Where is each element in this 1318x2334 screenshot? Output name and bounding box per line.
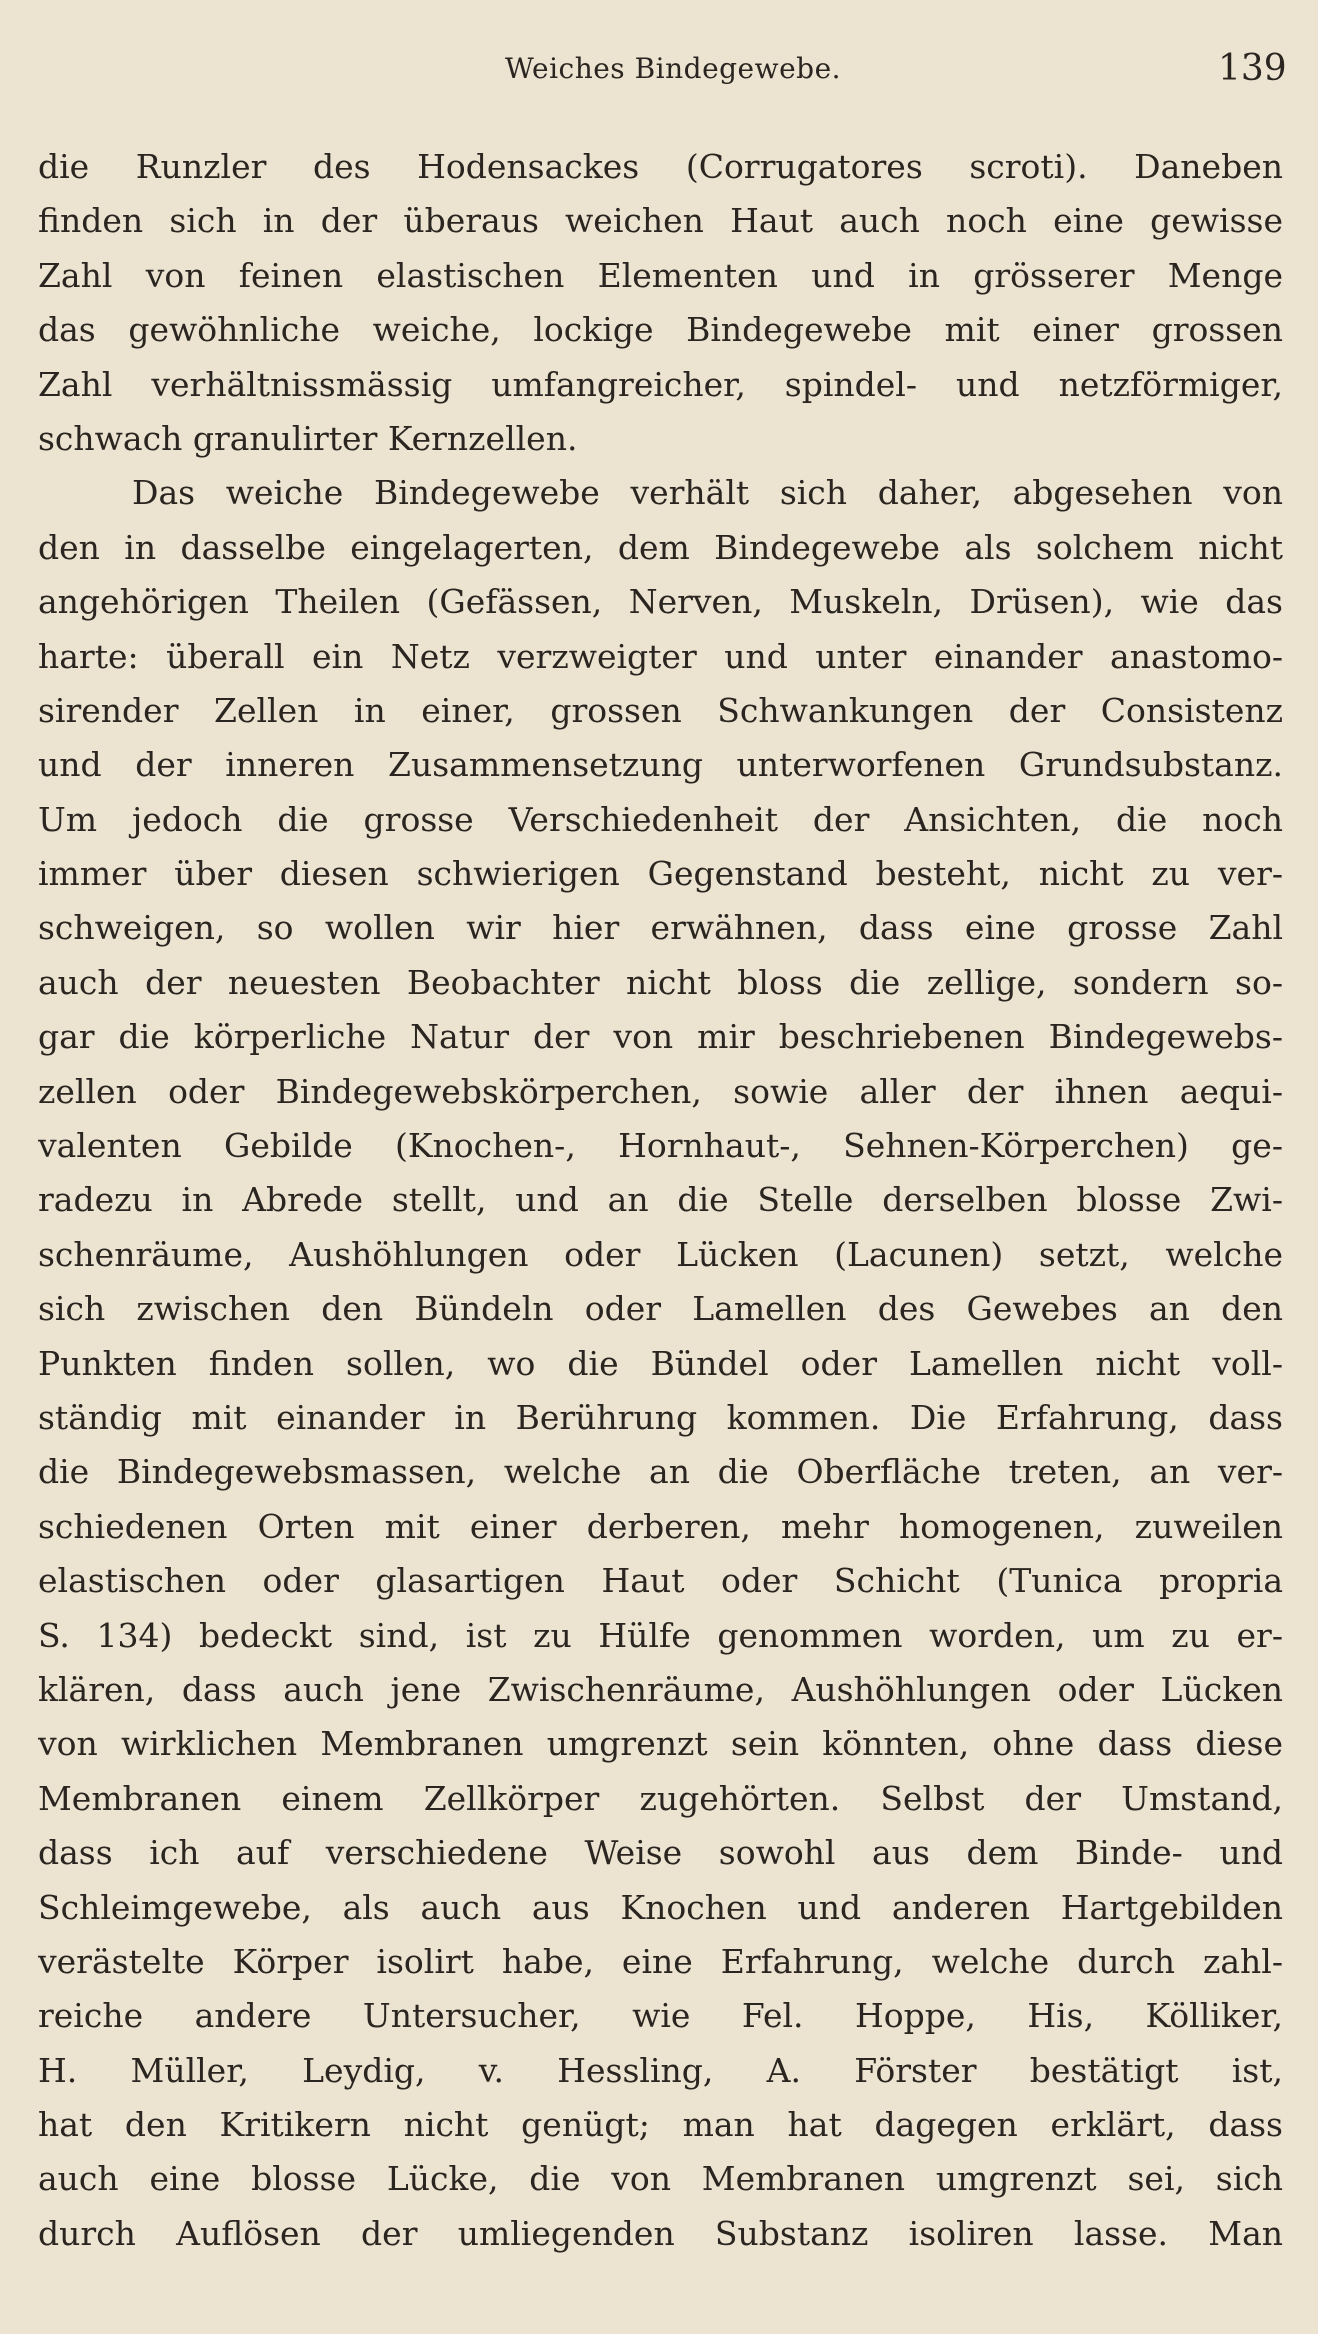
text-line: Zahl von feinen elastischen Elementen und in grösserer Menge [38, 255, 1283, 295]
text-line: valenten Gebilde (Knochen-, Hornhaut-, Sehnen-Körperchen) ge- [38, 1126, 1283, 1166]
text-line: reiche andere Untersucher, wie Fel. Hoppe, His, Kölliker, [38, 1996, 1283, 2036]
text-line: schwach granulirter Kernzellen. [38, 418, 578, 458]
text-line: angehörigen Theilen (Gefässen, Nerven, Muskeln, Drüsen), wie das [38, 582, 1283, 622]
text-line: ständig mit einander in Berührung kommen. Die Erfahrung, dass [38, 1397, 1283, 1437]
text-line: radezu in Abrede stellt, und an die Stelle derselben blosse Zwi- [38, 1180, 1283, 1220]
text-line: das gewöhnliche weiche, lockige Bindegewebe mit einer grossen [38, 310, 1283, 350]
text-line: den in dasselbe eingelagerten, dem Bindegewebe als solchem nicht [38, 527, 1283, 567]
text-line: finden sich in der überaus weichen Haut auch noch eine gewisse [38, 201, 1283, 241]
page-number: 139 [1218, 48, 1287, 89]
running-head [0, 44, 1318, 104]
text-line: gar die körperliche Natur der von mir beschriebenen Bindegewebs- [38, 1017, 1283, 1057]
text-line: S. 134) bedeckt sind, ist zu Hülfe genommen worden, um zu er- [38, 1615, 1283, 1655]
text-line: Das weiche Bindegewebe verhält sich daher, abgesehen von [132, 473, 1283, 513]
text-line: verästelte Körper isolirt habe, eine Erfahrung, welche durch zahl- [38, 1941, 1283, 1981]
text-line: Schleimgewebe, als auch aus Knochen und anderen Hartgebilden [38, 1887, 1283, 1927]
text-line: Punkten finden sollen, wo die Bündel oder Lamellen nicht voll- [38, 1343, 1283, 1383]
text-line: die Bindegewebsmassen, welche an die Oberfläche treten, an ver- [38, 1452, 1283, 1492]
text-line: immer über diesen schwierigen Gegenstand besteht, nicht zu ver- [38, 854, 1283, 894]
running-head-title: Weiches Bindegewebe. [505, 52, 842, 85]
text-line: Zahl verhältnissmässig umfangreicher, spindel- und netzförmiger, [38, 364, 1283, 404]
text-line: die Runzler des Hodensackes (Corrugatores scroti). Daneben [38, 147, 1283, 186]
text-line: Membranen einem Zellkörper zugehörten. Selbst der Umstand, [38, 1778, 1283, 1818]
body-text [38, 140, 1283, 2261]
text-line: von wirklichen Membranen umgrenzt sein könnten, ohne dass diese [38, 1724, 1283, 1764]
text-line: Um jedoch die grosse Verschiedenheit der Ansichten, die noch [38, 799, 1283, 839]
text-line: sich zwischen den Bündeln oder Lamellen des Gewebes an den [38, 1289, 1283, 1329]
text-line: hat den Kritikern nicht genügt; man hat dagegen erklärt, dass [38, 2105, 1283, 2145]
text-line: sirender Zellen in einer, grossen Schwankungen der Consistenz [38, 690, 1283, 730]
text-line: H. Müller, Leydig, v. Hessling, A. Förster bestätigt ist, [38, 2050, 1283, 2090]
text-line: harte: überall ein Netz verzweigter und unter einander anastomo- [38, 636, 1283, 676]
text-line: auch der neuesten Beobachter nicht bloss die zellige, sondern so- [38, 962, 1283, 1002]
text-line: auch eine blosse Lücke, die von Membranen umgrenzt sei, sich [38, 2159, 1283, 2199]
text-line: schenräume, Aushöhlungen oder Lücken (Lacunen) setzt, welche [38, 1234, 1283, 1274]
text-line: durch Auflösen der umliegenden Substanz isoliren lasse. Man [38, 2213, 1283, 2253]
text-line: dass ich auf verschiedene Weise sowohl aus dem Binde- und [38, 1833, 1283, 1873]
text-line: schweigen, so wollen wir hier erwähnen, dass eine grosse Zahl [38, 908, 1283, 948]
text-line: zellen oder Bindegewebskörperchen, sowie aller der ihnen aequi- [38, 1071, 1283, 1111]
text-line: schiedenen Orten mit einer derberen, mehr homogenen, zuweilen [38, 1506, 1283, 1546]
text-line: elastischen oder glasartigen Haut oder Schicht (Tunica propria [38, 1561, 1283, 1601]
text-line: und der inneren Zusammensetzung unterworfenen Grundsubstanz. [38, 745, 1283, 785]
text-line: klären, dass auch jene Zwischenräume, Aushöhlungen oder Lücken [38, 1669, 1283, 1709]
